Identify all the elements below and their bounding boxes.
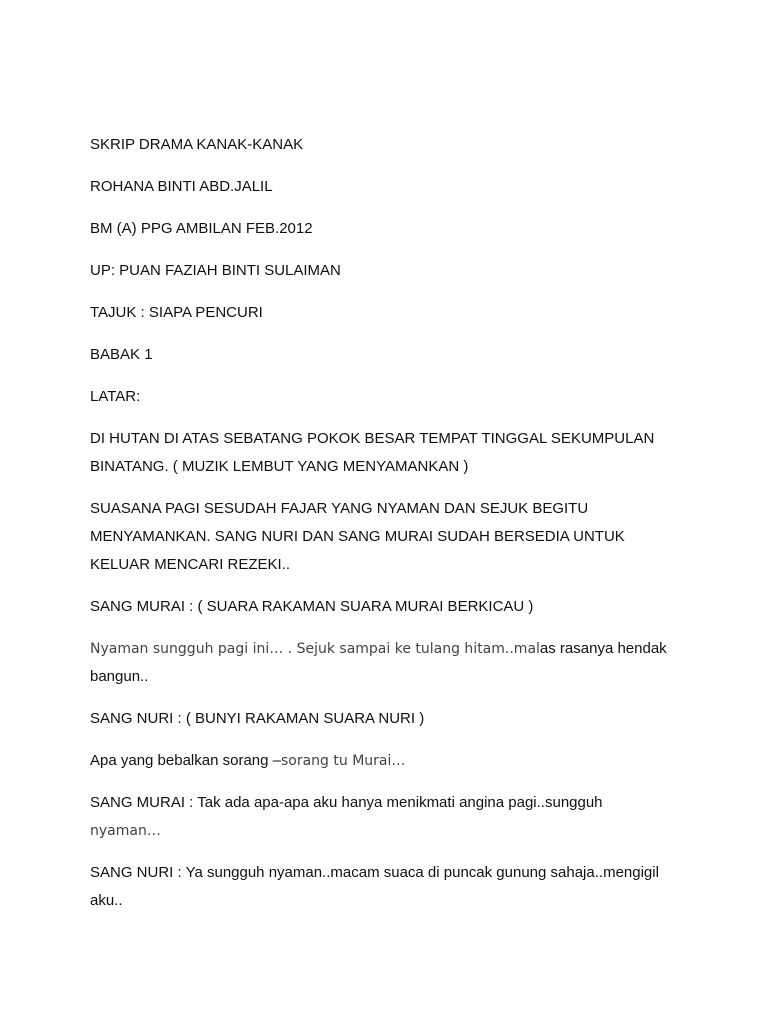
- atmosphere-line: MENYAMANKAN. SANG NURI DAN SANG MURAI SUDAH BERSEDIA UNTUK: [90, 528, 625, 545]
- dialogue-cue-nuri: SANG NURI : ( BUNYI RAKAMAN SUARA NURI ): [90, 710, 425, 727]
- dialogue-murai-2: [90, 789, 690, 845]
- dialogue-murai-1: [90, 635, 690, 691]
- dialogue-text-light: sorang tu Murai…: [280, 753, 406, 769]
- setting-label: LATAR:: [90, 388, 141, 405]
- document-page: [90, 131, 690, 929]
- dialogue-cue-murai: SANG MURAI : ( SUARA RAKAMAN SUARA MURAI BERKICAU ): [90, 598, 534, 615]
- dialogue-nuri-2: [90, 859, 690, 915]
- dialogue-line: SANG NURI : Ya sungguh nyaman..macam suaca di puncak gunung sahaja..mengigil: [90, 864, 659, 881]
- setting-paragraph: [90, 425, 690, 481]
- dialogue-line: nyaman…: [90, 823, 161, 839]
- topic-heading: TAJUK : SIAPA PENCURI: [90, 304, 263, 321]
- dialogue-text: as rasanya hendak: [539, 640, 667, 657]
- atmosphere-line: SUASANA PAGI SESUDAH FAJAR YANG NYAMAN DAN SEJUK BEGITU: [90, 500, 589, 517]
- dialogue-nuri-1: [90, 747, 690, 775]
- dialogue-line: bangun..: [90, 668, 149, 685]
- script-title: SKRIP DRAMA KANAK-KANAK: [90, 136, 304, 153]
- dialogue-line: [90, 635, 690, 663]
- author-name: ROHANA BINTI ABD.JALIL: [90, 178, 273, 195]
- atmosphere-line: KELUAR MENCARI REZEKI..: [90, 556, 291, 573]
- scene-heading: BABAK 1: [90, 346, 153, 363]
- dialogue-text: Apa yang bebalkan sorang –: [90, 752, 281, 769]
- dialogue-line: SANG MURAI : Tak ada apa-apa aku hanya menikmati angina pagi..sungguh: [90, 794, 603, 811]
- setting-line: DI HUTAN DI ATAS SEBATANG POKOK BESAR TEMPAT TINGGAL SEKUMPULAN: [90, 430, 655, 447]
- atmosphere-paragraph: [90, 495, 690, 579]
- program-info: BM (A) PPG AMBILAN FEB.2012: [90, 220, 313, 237]
- setting-line: BINATANG. ( MUZIK LEMBUT YANG MENYAMANKAN ): [90, 458, 469, 475]
- dialogue-text-light: Nyaman sungguh pagi ini… . Sejuk sampai ke tulang hitam..mal: [90, 641, 540, 657]
- dialogue-line: aku..: [90, 892, 123, 909]
- lecturer-info: UP: PUAN FAZIAH BINTI SULAIMAN: [90, 262, 341, 279]
